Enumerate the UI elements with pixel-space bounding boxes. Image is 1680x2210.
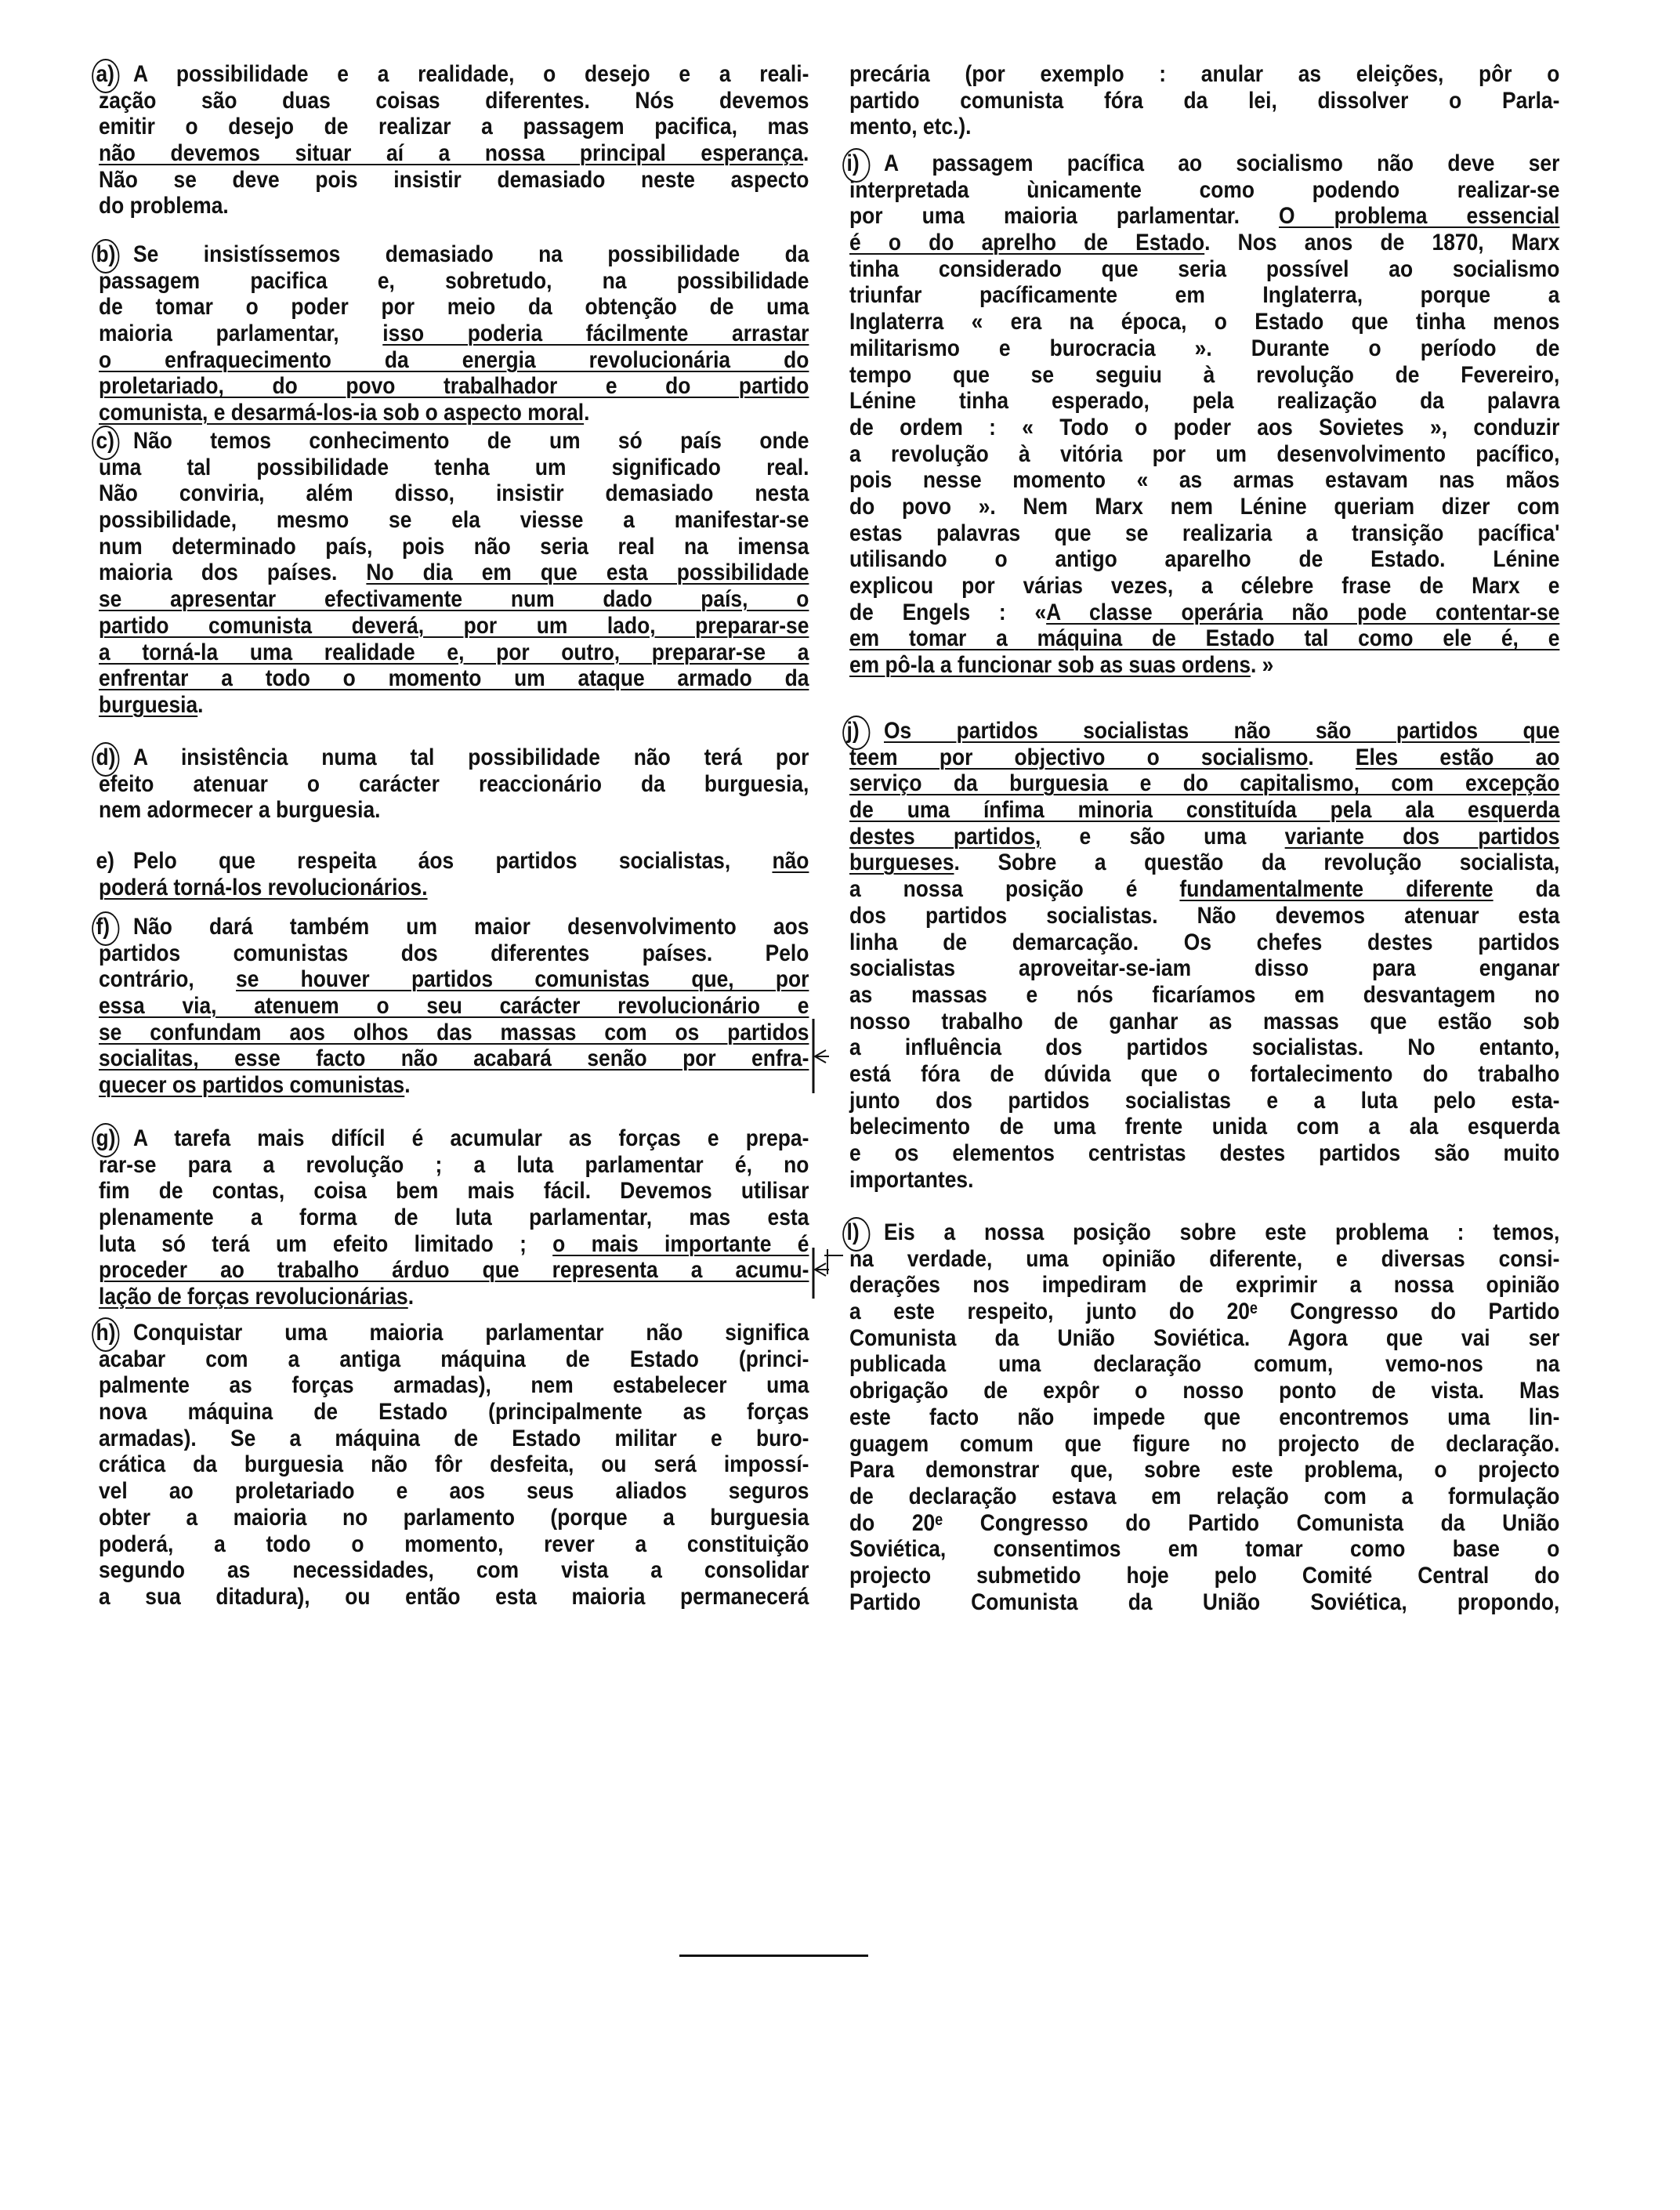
underlined-text: enfrentar a todo o momento um ataque armado da <box>99 665 809 692</box>
text-line <box>849 876 1559 903</box>
text-line: a este respeito, junto do 20ᵉ Congresso do Partido <box>849 1299 1560 1325</box>
line-text: Eis a nossa posição sobre este problema : temos, <box>884 1219 1560 1245</box>
text-line: precária (por exemplo : anular as eleições, pôr o <box>849 61 1560 87</box>
text-line: guagem comum que figure no projecto de declaração. <box>849 1430 1560 1457</box>
underlined-text: lação de forças revolucionárias <box>99 1284 408 1310</box>
text-line: as massas e nós ficaríamos em desvantagem no <box>849 981 1560 1008</box>
text-line <box>99 1072 809 1099</box>
text-line: armadas). Se a máquina de Estado militar e buro- <box>99 1425 809 1451</box>
paragraph-g <box>96 1125 809 1310</box>
text-segment: e são uma <box>1041 823 1285 850</box>
text-line <box>99 966 809 993</box>
underlined-text: A classe operária não pode contentar-se <box>1046 599 1560 625</box>
text-line <box>96 848 809 875</box>
paragraph-d <box>96 745 809 824</box>
text-line <box>846 150 1560 177</box>
text-line <box>99 400 809 426</box>
text-line: junto dos partidos socialistas e a luta pelo esta- <box>849 1087 1560 1114</box>
underlined-text: em tomar a máquina de Estado tal como ele é, e <box>849 625 1560 652</box>
text-segment: maioria parlamentar, <box>99 321 383 347</box>
underlined-text: em pô-la a funcionar sob as suas ordens <box>849 652 1251 679</box>
text-line: do problema. <box>99 193 229 219</box>
text-line <box>849 652 1559 679</box>
text-line <box>99 321 809 347</box>
underlined-text: se confundam aos olhos das massas com os partidos <box>99 1019 809 1045</box>
text-line <box>99 639 809 666</box>
text-segment: . Nos anos de 1870, Marx <box>1204 230 1560 256</box>
text-line: estas palavras que se realizaria a transição pacífica' <box>849 520 1560 546</box>
line-text: A insistência numa tal possibilidade não terá por <box>133 745 809 770</box>
text-line <box>96 61 809 88</box>
text-line: do povo ». Nem Marx nem Lénine queriam dizer com <box>849 493 1560 520</box>
text-segment: . <box>197 691 204 718</box>
line-text <box>133 848 809 874</box>
text-line <box>849 600 1559 626</box>
text-line: projecto submetido hoje pelo Comité Central do <box>849 1562 1560 1589</box>
text-line <box>99 613 809 639</box>
text-line: este facto não impede que encontremos uma lin- <box>849 1404 1560 1430</box>
underlined-text: é o do aprelho de Estado <box>849 230 1205 256</box>
text-line: de declaração estava em relação com a formulação <box>849 1483 1560 1509</box>
text-line: interpretada ùnicamente como podendo realizar-se <box>849 176 1560 203</box>
paragraph-label: l) <box>846 1219 860 1245</box>
paragraph-h <box>96 1320 809 1610</box>
line-text: Se insistíssemos demasiado na possibilidade da <box>133 241 809 267</box>
text-line: a sua ditadura), ou então esta maioria permanecerá <box>99 1583 809 1610</box>
text-segment: . <box>584 400 590 426</box>
text-line: nova máquina de Estado (principalmente as forças <box>99 1399 809 1426</box>
text-line: publicada uma declaração comum, vemo-nos na <box>849 1351 1560 1378</box>
text-line: derações nos impediram de exprimir a nossa opinião <box>849 1272 1560 1299</box>
text-segment: da <box>1493 876 1560 903</box>
paragraph-continued <box>849 61 1559 140</box>
text-segment: . » <box>1251 652 1274 679</box>
text-line: uma tal possibilidade tenha um significado real. <box>99 454 809 480</box>
text-segment: contrário, <box>99 966 237 993</box>
text-line <box>99 993 809 1020</box>
text-line: vel ao proletariado e aos seus aliados seguros <box>99 1478 809 1505</box>
text-line: segundo as necessidades, com vista a consolidar <box>99 1557 809 1584</box>
underlined-text: destes partidos, <box>849 823 1041 850</box>
text-line <box>849 625 1559 652</box>
text-line: Inglaterra « era na época, o Estado que tinha menos <box>849 309 1560 335</box>
underlined-text: de uma ínfima minoria constituída pela ala esquerda <box>849 797 1560 824</box>
line-text: Não temos conhecimento de um só país onde <box>133 428 809 454</box>
underlined-text: fundamentalmente diferente <box>1179 876 1494 903</box>
text-line: a influência dos partidos socialistas. No entanto, <box>849 1034 1560 1061</box>
paragraph-label: g) <box>96 1125 116 1151</box>
text-line <box>99 1231 809 1258</box>
paragraph-label: h) <box>96 1320 116 1346</box>
text-line <box>99 875 809 901</box>
text-line: rar-se para a revolução ; a luta parlamentar é, no <box>99 1151 809 1178</box>
text-line: de tomar o poder por meio da obtenção de uma <box>99 294 809 321</box>
text-line: importantes. <box>849 1166 974 1193</box>
paragraph-label: f) <box>96 914 110 940</box>
text-line: explicou por várias vezes, a célebre frase de Marx e <box>849 573 1560 599</box>
text-line: nem adormecer a burguesia. <box>99 797 381 824</box>
text-line <box>96 1125 809 1152</box>
text-segment: Pelo que respeita áos partidos socialistas, <box>133 848 773 874</box>
text-line <box>849 824 1559 850</box>
text-line <box>99 347 809 374</box>
text-line: acabar com a antiga máquina de Estado (princi- <box>99 1346 809 1372</box>
paragraph-label: c) <box>96 428 114 454</box>
text-line: obter a maioria no parlamento (porque a burguesia <box>99 1504 809 1531</box>
underlined-text: Eles estão ao <box>1355 744 1560 770</box>
text-segment: maioria dos países. <box>99 560 367 586</box>
text-line: a revolução à vitória por um desenvolvimento pacífico, <box>849 440 1560 467</box>
text-line: dos partidos socialistas. Não devemos atenuar esta <box>849 902 1560 929</box>
text-line: num determinado país, pois não seria real na imensa <box>99 533 809 560</box>
underlined-text: se apresentar efectivamente num dado país, o <box>99 586 809 613</box>
underlined-text: não devemos situar aí a nossa principal esperança <box>99 140 804 167</box>
text-line: Para demonstrar que, sobre este problema, o projecto <box>849 1457 1560 1484</box>
text-line: tinha considerado que seria possível ao socialismo <box>849 255 1560 282</box>
text-line <box>96 745 809 771</box>
text-segment: . <box>404 1072 411 1099</box>
text-line: Lénine tinha esperado, pela realização da palavra <box>849 388 1560 415</box>
text-line <box>96 241 809 268</box>
text-line: Soviética, consentimos em tomar como base o <box>849 1536 1560 1563</box>
text-line: Comunista da União Soviética. Agora que vai ser <box>849 1324 1560 1351</box>
text-line: palmente as forças armadas), nem estabelecer uma <box>99 1372 809 1399</box>
text-line <box>99 140 809 167</box>
underlined-text: quecer os partidos comunistas <box>99 1072 405 1099</box>
text-segment: a nossa posição é <box>849 876 1180 903</box>
underlined-text: o enfraquecimento da energia revolucionária do <box>99 346 809 373</box>
underlined-text: proletariado, do povo trabalhador e do partido <box>99 373 809 400</box>
underlined-text: comunista, e desarmá-los-ia sob o aspecto moral <box>99 400 585 426</box>
paragraph-j <box>846 718 1560 1193</box>
paragraph-label: e) <box>96 848 114 874</box>
paragraph-e <box>96 848 809 900</box>
underlined-text: poderá torná-los revolucionários. <box>99 874 428 900</box>
text-line: pois nesse momento « as armas estavam nas mãos <box>849 467 1560 494</box>
text-line: Partido Comunista da União Soviética, propondo, <box>849 1589 1560 1615</box>
underlined-text: variante dos partidos <box>1284 823 1560 850</box>
paragraph-label: j) <box>846 718 860 744</box>
line-text: Não dará também um maior desenvolvimento aos <box>133 914 809 940</box>
text-segment: luta só terá um efeito limitado ; <box>99 1230 553 1257</box>
text-line: crática da burguesia não fôr desfeita, ou será impossí- <box>99 1451 809 1478</box>
underlined-text: essa via, atenuem o seu carácter revolucionário e <box>99 993 809 1020</box>
text-line: do 20ᵉ Congresso do Partido Comunista da União <box>849 1509 1560 1536</box>
underlined-text: Os partidos socialistas não são partidos que <box>884 718 1560 744</box>
text-segment: . <box>407 1284 415 1310</box>
underlined-text: se houver partidos comunistas que, por <box>236 966 809 993</box>
text-line <box>99 1020 809 1046</box>
text-line: utilisando o antigo aparelho de Estado. Lénine <box>849 546 1560 573</box>
text-line: triunfar pacíficamente em Inglaterra, porque a <box>849 282 1560 309</box>
underlined-text: isso poderia fácilmente arrastar <box>382 321 809 347</box>
margin-arrow-mark-f <box>807 1019 831 1097</box>
text-line: poderá, a todo o momento, rever a constituição <box>99 1531 809 1557</box>
underlined-text: serviço da burguesia e do capitalismo, com excepção <box>849 770 1560 797</box>
paragraph-label: b) <box>96 241 116 267</box>
line-text: Conquistar uma maioria parlamentar não significa <box>133 1320 809 1346</box>
underlined-text: partido comunista deverá, por um lado, preparar-se <box>99 612 809 639</box>
text-segment: por uma maioria parlamentar. <box>849 203 1280 230</box>
underlined-text: socialitas, esse facto não acabará senão por enfra- <box>99 1045 809 1072</box>
text-line: Não conviria, além disso, insistir demasiado nesta <box>99 480 809 507</box>
text-line <box>99 1284 809 1310</box>
text-line <box>849 797 1559 824</box>
paragraph-l <box>846 1219 1560 1615</box>
text-segment: . Sobre a questão da revolução socialista, <box>954 850 1560 876</box>
underlined-text: No dia em que esta possibilidade <box>366 560 809 586</box>
text-line <box>849 770 1559 797</box>
text-line <box>846 1219 1560 1246</box>
underlined-text: proceder ao trabalho árduo que representa a acumu- <box>99 1257 809 1284</box>
end-rule <box>679 1955 868 1957</box>
underlined-text: teem por objectivo o socialismo <box>849 744 1309 770</box>
text-line <box>96 914 809 940</box>
underlined-text: O problema essencial <box>1279 203 1560 230</box>
text-line: e os elementos centristas destes partidos são muito <box>849 1140 1560 1166</box>
text-line: linha de demarcação. Os chefes destes partidos <box>849 929 1560 955</box>
text-line: na verdade, uma opinião diferente, e diversas consi- <box>849 1245 1560 1272</box>
paragraph-a <box>96 61 809 219</box>
text-line: obrigação de expôr o nosso ponto de vista. Mas <box>849 1378 1560 1404</box>
text-line: fim de contas, coisa bem mais fácil. Devemos utilisar <box>99 1178 809 1205</box>
paragraph-label: i) <box>846 150 860 176</box>
text-line: passagem pacifica e, sobretudo, na possibilidade <box>99 267 809 294</box>
text-segment: . <box>1308 744 1356 770</box>
text-line <box>99 665 809 692</box>
line-text <box>884 718 1559 744</box>
paragraph-i <box>846 150 1560 679</box>
text-line <box>96 428 809 455</box>
text-segment: de Engels : « <box>849 599 1047 625</box>
paragraph-label: d) <box>96 745 116 770</box>
text-line: efeito atenuar o carácter reaccionário da burguesia, <box>99 770 809 797</box>
text-line: plenamente a forma de luta parlamentar, mas esta <box>99 1205 809 1231</box>
paragraph-label: a) <box>96 61 114 87</box>
text-line: tempo que se seguiu à revolução de Fevereiro, <box>849 361 1560 388</box>
text-line: nosso trabalho de ganhar as massas que estão sob <box>849 1008 1560 1034</box>
paragraph-f <box>96 914 809 1099</box>
text-line <box>99 586 809 613</box>
line-text: A tarefa mais difícil é acumular as forças e prepa- <box>133 1125 809 1151</box>
text-line: Não se deve pois insistir demasiado neste aspecto <box>99 166 809 193</box>
text-line: partidos comunistas dos diferentes países. Pelo <box>99 940 809 966</box>
margin-arrow-mark-l <box>823 1246 846 1277</box>
text-line <box>849 230 1559 256</box>
underlined-text: burgueses <box>849 850 954 876</box>
text-line: possibilidade, mesmo se ela viesse a manifestar-se <box>99 507 809 534</box>
text-line <box>96 1320 809 1346</box>
underlined-text: não <box>772 848 809 874</box>
text-line: belecimento de uma frente unida com a ala esquerda <box>849 1114 1560 1140</box>
text-line <box>849 203 1559 230</box>
text-line <box>849 745 1559 771</box>
underlined-text: burguesia <box>99 691 198 718</box>
text-line: socialistas aproveitar-se-iam disso para enganar <box>849 955 1560 982</box>
text-line <box>849 850 1559 876</box>
text-line: está fóra de dúvida que o fortalecimento do trabalho <box>849 1060 1560 1087</box>
text-line <box>99 1257 809 1284</box>
text-line <box>99 560 809 586</box>
underlined-text: a torná-la uma realidade e, por outro, preparar-se a <box>99 639 809 665</box>
line-text: A passagem pacífica ao socialismo não deve ser <box>884 150 1560 176</box>
text-line <box>99 1045 809 1072</box>
text-line: partido comunista fóra da lei, dissolver o Parla- <box>849 87 1560 114</box>
text-line: emitir o desejo de realizar a passagem pacifica, mas <box>99 114 809 140</box>
underlined-text: o mais importante é <box>552 1230 809 1257</box>
paragraph-c <box>96 428 809 719</box>
paragraph-b <box>96 241 809 426</box>
text-line <box>99 373 809 400</box>
text-line <box>99 692 809 719</box>
text-line: militarismo e burocracia ». Durante o período de <box>849 335 1560 361</box>
text-line: zação são duas coisas diferentes. Nós devemos <box>99 87 809 114</box>
text-segment: . <box>803 140 809 167</box>
text-line <box>846 718 1560 745</box>
text-line: de ordem : « Todo o poder aos Sovietes », conduzir <box>849 414 1560 440</box>
line-text: A possibilidade e a realidade, o desejo e a reali- <box>133 61 809 87</box>
text-line: mento, etc.). <box>849 114 972 140</box>
